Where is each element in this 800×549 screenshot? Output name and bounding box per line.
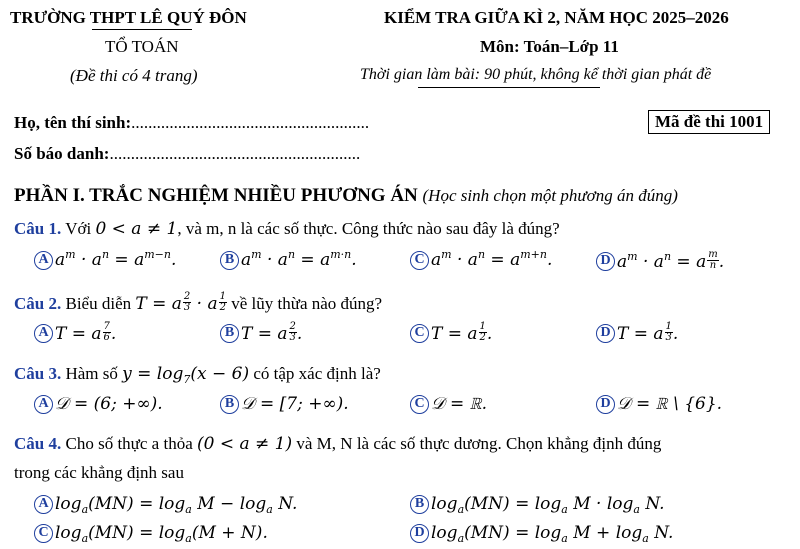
option-c-marker: C — [410, 251, 429, 270]
candidate-name-line — [14, 113, 369, 133]
subject: Môn: Toán–Lớp 11 — [480, 37, 619, 56]
question-4-pre: Cho số thực a thỏa — [65, 434, 193, 453]
question-2-post: về lũy thừa nào đúng? — [231, 294, 383, 313]
question-3-pre: Hàm số — [65, 364, 118, 383]
question-3-post: có tập xác định là? — [253, 364, 381, 383]
option-d-marker: D — [410, 524, 429, 543]
option-a-marker: A — [34, 395, 53, 414]
option-c-marker: C — [34, 524, 53, 543]
name-dots: ........................................................ — [131, 113, 370, 132]
name-label: Họ, tên thí sinh: — [14, 113, 132, 132]
pages-note: (Đề thi có 4 trang) — [70, 66, 198, 85]
question-1-post: , và m, n là các số thực. Công thức nào sau đây là đúng? — [177, 219, 560, 238]
id-label: Số báo danh: — [14, 144, 110, 163]
option-a-marker: A — [34, 324, 53, 343]
q4-option-a[interactable]: A $\log_a(MN) = \log_a M - \log_a N$. — [34, 494, 297, 514]
q1-option-c[interactable]: C $a^m \cdot a^n = a^{m+n}$. — [410, 250, 552, 270]
q2-option-c[interactable]: C T = a $\frac{1}{2}$ . — [410, 322, 492, 344]
section-title: PHẦN I. TRẮC NGHIỆM NHIỀU PHƯƠNG ÁN — [14, 185, 418, 206]
q2-option-d[interactable]: D T = a $\frac{1}{3}$ . — [596, 322, 678, 344]
option-a-marker: A — [34, 495, 53, 514]
school-name: TRƯỜNG THPT LÊ QUÝ ĐÔN — [10, 8, 247, 27]
time-note: Thời gian làm bài: 90 phút, không kể thời gian phát đề — [360, 66, 712, 83]
candidate-id-line — [14, 144, 360, 164]
section-heading — [14, 185, 678, 207]
option-c-marker: C — [410, 395, 429, 414]
question-3-label: Câu 3. — [14, 364, 62, 383]
q3-option-d[interactable]: D 𝒟 = ℝ \ {6}. — [596, 394, 722, 414]
question-1-pre: Với — [65, 219, 92, 238]
department: TỔ TOÁN — [105, 37, 179, 56]
id-dots: ........................................................... — [109, 144, 361, 163]
question-2-label: Câu 2. — [14, 294, 62, 313]
question-1: Câu 1. Với 0 < a ≠ 1, và m, n là các số thực. Công thức nào sau đây là đúng? — [14, 219, 560, 239]
option-b-marker: B — [220, 324, 239, 343]
question-4: Câu 4. Cho số thực a thỏa (0 < a ≠ 1) và M, N là các số thực dương. Chọn khẳng định đúng — [14, 434, 662, 454]
option-d-marker: D — [596, 324, 615, 343]
time-underline — [418, 87, 600, 88]
q1-option-a[interactable]: A $a^m \cdot a^n = a^{m-n}$. — [34, 250, 176, 270]
section-note: (Học sinh chọn một phương án đúng) — [422, 186, 678, 205]
question-1-label: Câu 1. — [14, 219, 62, 238]
q2-option-b[interactable]: B T = a $\frac{2}{3}$ . — [220, 322, 302, 344]
q3-option-a[interactable]: A 𝒟 = (6; +∞). — [34, 394, 163, 414]
question-2-pre: Biểu diễn — [65, 294, 132, 313]
option-a-marker: A — [34, 251, 53, 270]
q4-option-b[interactable]: B $\log_a(MN) = \log_a M \cdot \log_a N$. — [410, 494, 665, 514]
q4-option-c[interactable]: C $\log_a(MN) = \log_a(M + N)$. — [34, 523, 268, 543]
question-3: Câu 3. Hàm số $y = \log_7(x - 6)$ có tập xác định là? — [14, 364, 381, 386]
q4-option-d[interactable]: D $\log_a(MN) = \log_a M + \log_a N$. — [410, 523, 673, 543]
option-b-marker: B — [220, 395, 239, 414]
question-4-label: Câu 4. — [14, 434, 62, 453]
school-underline — [92, 29, 192, 30]
q3-option-c[interactable]: C 𝒟 = ℝ. — [410, 394, 487, 414]
option-b-marker: B — [410, 495, 429, 514]
q2-option-a[interactable]: A T = a $\frac{7}{6}$ . — [34, 322, 116, 344]
q1-option-b[interactable]: B $a^m \cdot a^n = a^{m\cdot n}$. — [220, 250, 357, 270]
question-2: Câu 2. Biểu diễn T = a $\frac{2}{3}$ · a $\frac{1}{2}$ về lũy thừa nào đúng? — [14, 291, 383, 314]
option-d-marker: D — [596, 252, 615, 271]
option-d-marker: D — [596, 395, 615, 414]
question-4-post: và M, N là các số thực dương. Chọn khẳng định đúng — [296, 434, 662, 453]
exam-code-box: Mã đề thi 1001 — [648, 110, 770, 134]
question-4-line2: trong các khẳng định sau — [14, 463, 184, 482]
option-c-marker: C — [410, 324, 429, 343]
option-b-marker: B — [220, 251, 239, 270]
q1-option-d[interactable]: D $a^m \cdot a^n = a$ $\frac{m}{n}$ . — [596, 250, 724, 272]
exam-title: KIỂM TRA GIỮA KÌ 2, NĂM HỌC 2025–2026 — [384, 8, 729, 27]
q3-option-b[interactable]: B 𝒟 = [7; +∞). — [220, 394, 349, 414]
